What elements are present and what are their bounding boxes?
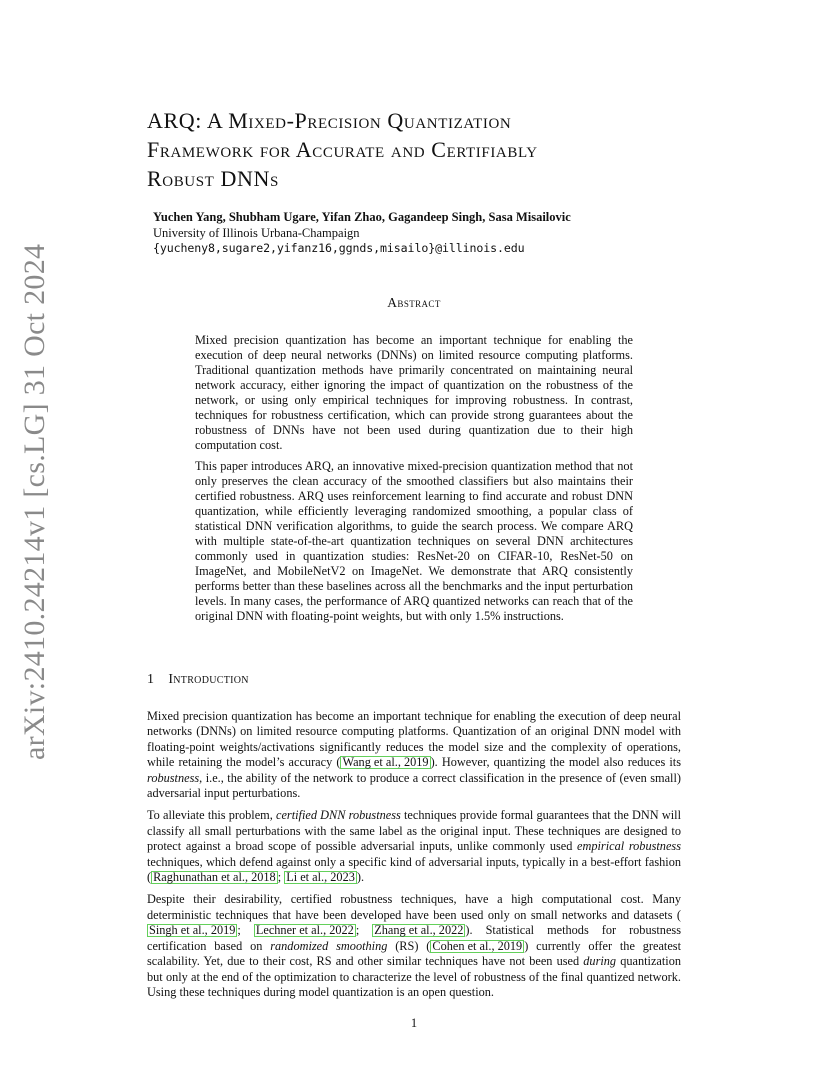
text-run: ). However, quantizing the model also reduces its xyxy=(430,755,682,770)
citation-link[interactable]: Wang et al., 2019 xyxy=(342,755,429,770)
text-run: (RS) ( xyxy=(387,938,431,953)
intro-paragraph-1 xyxy=(147,709,681,801)
text-run: ). xyxy=(356,870,365,885)
emphasis-text: robustness xyxy=(147,770,200,785)
text-run: techniques provide formal guarantees that the DNN will classify all small perturbations with the same label as the original input. These techniques are designed to protect against a broad scope of possible adversarial inputs, unlike commonly used xyxy=(147,808,681,854)
abstract-heading: Abstract xyxy=(387,295,441,310)
section-number: 1 xyxy=(147,672,155,687)
citation-link[interactable]: Lechner et al., 2022 xyxy=(255,923,354,938)
text-run: Mixed precision quantization has become an important technique for enabling the execution of deep neural networks (DNNs) on limited resource computing platforms. Quantization of an original DNN model with floating-point weights/activations significantly reduces the model size and the complexity of operations, while retaining the model’s accuracy ( xyxy=(147,709,681,770)
emphasis-text: empirical robustness xyxy=(577,839,681,854)
title-line-2: Framework for Accurate and Certifiably xyxy=(147,137,538,162)
arxiv-identifier-stamp: arXiv:2410.24214v1 [cs.LG] 31 Oct 2024 xyxy=(18,243,51,760)
text-run: Despite their desirability, certified robustness techniques, have a high computational cost. Many deterministic techniques that have been developed have been used only on small networks and datasets ( xyxy=(147,892,681,922)
citation-link[interactable]: Raghunathan et al., 2018 xyxy=(153,870,276,885)
title-line-1: ARQ: A Mixed-Precision Quantization xyxy=(147,108,512,133)
text-run: ; xyxy=(277,870,285,885)
citation-link[interactable]: Cohen et al., 2019 xyxy=(432,938,523,953)
intro-paragraph-3 xyxy=(147,892,681,1000)
text-run: ) currently offer the greatest scalability. Yet, due to their cost, RS and other similar techniques have not been used xyxy=(147,938,681,969)
text-run: ). Statistical methods for robustness certification based on xyxy=(147,923,681,953)
citation-link[interactable]: Zhang et al., 2022 xyxy=(374,923,464,938)
introduction-body xyxy=(147,709,681,1007)
citation-link[interactable]: Singh et al., 2019 xyxy=(149,923,236,938)
text-run: To alleviate this problem, xyxy=(147,808,277,823)
author-emails: {yucheny8,sugare2,yifanz16,ggnds,misailo}@illinois.edu xyxy=(153,241,525,255)
title-line-3: Robust DNNs xyxy=(147,166,279,191)
text-run: techniques, which defend against only a specific kind of adversarial inputs, typically in a best-effort fashion ( xyxy=(147,854,681,885)
abstract-body xyxy=(195,333,633,630)
author-list: Yuchen Yang, Shubham Ugare, Yifan Zhao, Gagandeep Singh, Sasa Misailovic xyxy=(153,210,571,224)
page-number: 1 xyxy=(410,1016,418,1030)
abstract-paragraph-2: This paper introduces ARQ, an innovative mixed-precision quantization method that not only preserves the clean accuracy of the smoothed classifiers but also maintains their certified robustness. ARQ uses reinforcement learning to find accurate and robust DNN quantization, while efficiently leveraging randomized smoothing, a popular class of statistical DNN verification algorithms, to guide the search process. We compare ARQ with multiple state-of-the-art quantization techniques on several DNN architectures commonly used in quantization studies: ResNet-20 on CIFAR-10, ResNet-50 on ImageNet, and MobileNetV2 on ImageNet. We demonstrate that ARQ consistently performs better than these baselines across all the benchmarks and the input perturbation levels. In many cases, the performance of ARQ quantized networks can reach that of the original DNN with floating-point weights, but with only 1.5% instructions. xyxy=(195,459,633,623)
text-run: , i.e., the ability of the network to produce a correct classification in the presence of (even small) adversarial input perturbations. xyxy=(147,770,681,801)
affiliation: University of Illinois Urbana-Champaign xyxy=(153,226,360,240)
paper-title xyxy=(147,106,687,193)
emphasis-text: certified DNN robustness xyxy=(276,808,401,823)
citation-link[interactable]: Li et al., 2023 xyxy=(286,870,355,885)
section-title: Introduction xyxy=(168,672,249,687)
section-heading-introduction xyxy=(147,672,249,688)
emphasis-text: during xyxy=(583,954,617,969)
text-run: ; xyxy=(355,923,373,938)
text-run: quantization but only at the end of the optimization to characterize the level of robustness of the final quantized network. Using these techniques during model quantization is an open question. xyxy=(147,954,681,999)
intro-paragraph-2 xyxy=(147,808,681,885)
emphasis-text: randomized smoothing xyxy=(270,938,388,953)
text-run: ; xyxy=(237,923,254,938)
abstract-paragraph-1: Mixed precision quantization has become an important technique for enabling the execution of deep neural networks (DNNs) on limited resource computing platforms. Traditional quantization methods have primarily concentrated on maintaining neural network accuracy, either ignoring the impact of quantization on the robustness of the network, or using only empirical techniques for improving robustness. In contrast, techniques for robustness certification, which can provide strong guarantees about the robustness of DNNs have not been used during quantization due to their high computation cost. xyxy=(195,333,633,452)
